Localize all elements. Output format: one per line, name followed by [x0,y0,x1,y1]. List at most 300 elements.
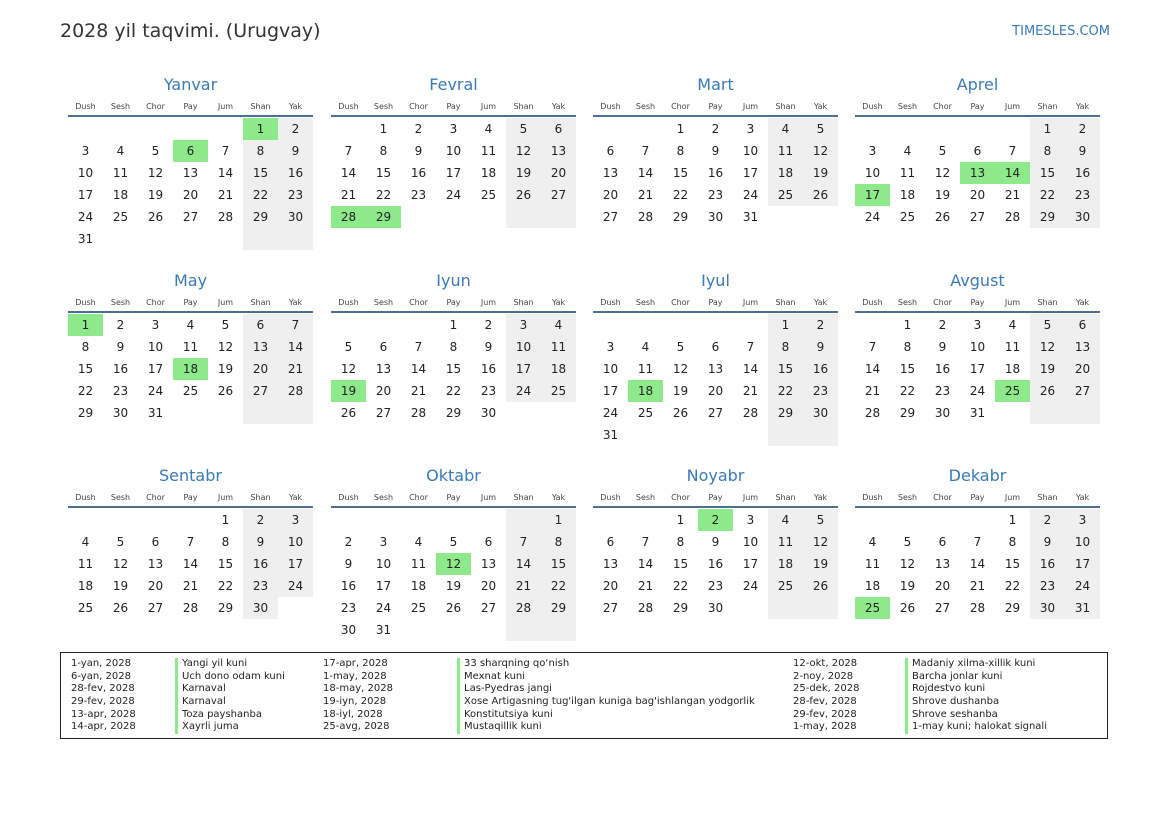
day-cell[interactable]: 20 [541,162,576,184]
day-cell[interactable]: 17 [969,362,986,376]
holiday-day-cell[interactable]: 14 [995,162,1030,184]
day-cell[interactable]: 16 [1030,553,1065,575]
day-cell[interactable]: 28 [637,601,654,615]
day-cell[interactable]: 18 [1004,362,1021,376]
day-cell[interactable]: 21 [410,384,427,398]
day-cell[interactable]: 28 [637,210,654,224]
day-cell[interactable]: 14 [340,166,357,180]
day-cell[interactable]: 16 [243,553,278,575]
day-cell[interactable]: 5 [803,509,838,531]
day-cell[interactable]: 27 [969,210,986,224]
day-cell[interactable]: 16 [934,362,951,376]
day-cell[interactable]: 15 [768,358,803,380]
day-cell[interactable]: 21 [278,358,313,380]
day-cell[interactable]: 26 [445,601,462,615]
day-cell[interactable]: 29 [768,402,803,424]
day-cell[interactable]: 8 [379,144,388,158]
day-cell[interactable]: 27 [934,601,951,615]
day-cell[interactable]: 15 [541,553,576,575]
day-cell[interactable]: 6 [711,340,720,354]
day-cell[interactable]: 15 [243,162,278,184]
day-cell[interactable]: 23 [934,384,951,398]
day-cell[interactable]: 5 [151,144,160,158]
day-cell[interactable]: 2 [1065,118,1100,140]
day-cell[interactable]: 22 [899,384,916,398]
day-cell[interactable]: 15 [375,166,392,180]
day-cell[interactable]: 12 [112,557,129,571]
day-cell[interactable]: 17 [375,579,392,593]
day-cell[interactable]: 18 [768,553,803,575]
day-cell[interactable]: 11 [899,166,916,180]
day-cell[interactable]: 10 [742,535,759,549]
day-cell[interactable]: 13 [934,557,951,571]
day-cell[interactable]: 19 [803,162,838,184]
day-cell[interactable]: 27 [147,601,164,615]
day-cell[interactable]: 5 [449,535,458,549]
holiday-day-cell[interactable]: 1 [243,118,278,140]
day-cell[interactable]: 19 [445,579,462,593]
day-cell[interactable]: 21 [969,579,986,593]
day-cell[interactable]: 23 [410,188,427,202]
day-cell[interactable]: 3 [746,513,755,527]
day-cell[interactable]: 3 [1065,509,1100,531]
day-cell[interactable]: 11 [77,557,94,571]
day-cell[interactable]: 14 [182,557,199,571]
day-cell[interactable]: 23 [1030,575,1065,597]
day-cell[interactable]: 24 [742,579,759,593]
day-cell[interactable]: 30 [243,597,278,619]
day-cell[interactable]: 5 [344,340,353,354]
day-cell[interactable]: 5 [676,340,685,354]
day-cell[interactable]: 24 [506,380,541,402]
day-cell[interactable]: 20 [147,579,164,593]
day-cell[interactable]: 17 [506,358,541,380]
day-cell[interactable]: 22 [217,579,234,593]
day-cell[interactable]: 20 [707,384,724,398]
day-cell[interactable]: 2 [344,535,353,549]
day-cell[interactable]: 7 [868,340,877,354]
day-cell[interactable]: 6 [1065,314,1100,336]
day-cell[interactable]: 14 [637,166,654,180]
day-cell[interactable]: 21 [217,188,234,202]
day-cell[interactable]: 5 [903,535,912,549]
day-cell[interactable]: 4 [81,535,90,549]
day-cell[interactable]: 22 [243,184,278,206]
holiday-day-cell[interactable]: 18 [628,380,663,402]
day-cell[interactable]: 6 [606,144,615,158]
day-cell[interactable]: 25 [410,601,427,615]
day-cell[interactable]: 6 [484,535,493,549]
day-cell[interactable]: 29 [672,210,689,224]
day-cell[interactable]: 17 [147,362,164,376]
day-cell[interactable]: 27 [602,210,619,224]
day-cell[interactable]: 10 [742,144,759,158]
day-cell[interactable]: 16 [340,579,357,593]
day-cell[interactable]: 16 [803,358,838,380]
day-cell[interactable]: 23 [1065,184,1100,206]
day-cell[interactable]: 3 [379,535,388,549]
day-cell[interactable]: 13 [602,557,619,571]
day-cell[interactable]: 9 [938,340,947,354]
day-cell[interactable]: 2 [803,314,838,336]
day-cell[interactable]: 11 [541,336,576,358]
day-cell[interactable]: 6 [541,118,576,140]
day-cell[interactable]: 18 [77,579,94,593]
day-cell[interactable]: 3 [81,144,90,158]
day-cell[interactable]: 26 [672,406,689,420]
day-cell[interactable]: 9 [414,144,423,158]
day-cell[interactable]: 9 [711,144,720,158]
day-cell[interactable]: 1 [379,122,388,136]
day-cell[interactable]: 8 [243,140,278,162]
day-cell[interactable]: 15 [899,362,916,376]
day-cell[interactable]: 13 [182,166,199,180]
day-cell[interactable]: 9 [1030,531,1065,553]
day-cell[interactable]: 18 [480,166,497,180]
day-cell[interactable]: 12 [672,362,689,376]
day-cell[interactable]: 17 [742,166,759,180]
day-cell[interactable]: 12 [340,362,357,376]
day-cell[interactable]: 23 [112,384,129,398]
day-cell[interactable]: 5 [938,144,947,158]
day-cell[interactable]: 5 [116,535,125,549]
day-cell[interactable]: 29 [243,206,278,228]
day-cell[interactable]: 1 [676,122,685,136]
day-cell[interactable]: 16 [410,166,427,180]
day-cell[interactable]: 10 [77,166,94,180]
day-cell[interactable]: 6 [379,340,388,354]
day-cell[interactable]: 23 [243,575,278,597]
day-cell[interactable]: 12 [1030,336,1065,358]
day-cell[interactable]: 25 [182,384,199,398]
day-cell[interactable]: 29 [899,406,916,420]
day-cell[interactable]: 20 [1065,358,1100,380]
day-cell[interactable]: 14 [410,362,427,376]
day-cell[interactable]: 14 [637,557,654,571]
day-cell[interactable]: 17 [445,166,462,180]
day-cell[interactable]: 30 [707,601,724,615]
day-cell[interactable]: 21 [1004,188,1021,202]
day-cell[interactable]: 24 [445,188,462,202]
day-cell[interactable]: 16 [112,362,129,376]
day-cell[interactable]: 5 [1030,314,1065,336]
day-cell[interactable]: 30 [340,623,357,637]
day-cell[interactable]: 28 [410,406,427,420]
day-cell[interactable]: 13 [147,557,164,571]
day-cell[interactable]: 4 [641,340,650,354]
day-cell[interactable]: 5 [803,118,838,140]
day-cell[interactable]: 3 [278,509,313,531]
day-cell[interactable]: 26 [340,406,357,420]
day-cell[interactable]: 15 [77,362,94,376]
day-cell[interactable]: 23 [340,601,357,615]
day-cell[interactable]: 21 [864,384,881,398]
day-cell[interactable]: 15 [445,362,462,376]
day-cell[interactable]: 28 [742,406,759,420]
day-cell[interactable]: 4 [484,122,493,136]
day-cell[interactable]: 17 [278,553,313,575]
day-cell[interactable]: 4 [541,314,576,336]
day-cell[interactable]: 30 [707,210,724,224]
day-cell[interactable]: 18 [541,358,576,380]
holiday-day-cell[interactable]: 17 [855,184,890,206]
day-cell[interactable]: 23 [707,579,724,593]
day-cell[interactable]: 21 [182,579,199,593]
day-cell[interactable]: 22 [768,380,803,402]
day-cell[interactable]: 16 [1065,162,1100,184]
day-cell[interactable]: 12 [506,140,541,162]
holiday-day-cell[interactable]: 19 [331,380,366,402]
day-cell[interactable]: 29 [1030,206,1065,228]
holiday-day-cell[interactable]: 2 [698,509,733,531]
day-cell[interactable]: 7 [1008,144,1017,158]
day-cell[interactable]: 25 [480,188,497,202]
day-cell[interactable]: 11 [182,340,199,354]
day-cell[interactable]: 13 [480,557,497,571]
day-cell[interactable]: 2 [484,318,493,332]
day-cell[interactable]: 5 [506,118,541,140]
day-cell[interactable]: 2 [278,118,313,140]
day-cell[interactable]: 14 [969,557,986,571]
day-cell[interactable]: 21 [637,188,654,202]
day-cell[interactable]: 29 [77,406,94,420]
day-cell[interactable]: 14 [278,336,313,358]
brand-link[interactable]: TIMESLES.COM [1012,24,1110,39]
day-cell[interactable]: 22 [77,384,94,398]
holiday-day-cell[interactable]: 25 [995,380,1030,402]
day-cell[interactable]: 15 [1004,557,1021,571]
day-cell[interactable]: 5 [221,318,230,332]
day-cell[interactable]: 1 [903,318,912,332]
day-cell[interactable]: 12 [934,166,951,180]
day-cell[interactable]: 12 [899,557,916,571]
day-cell[interactable]: 8 [903,340,912,354]
holiday-day-cell[interactable]: 18 [173,358,208,380]
day-cell[interactable]: 24 [77,210,94,224]
holiday-day-cell[interactable]: 13 [960,162,995,184]
day-cell[interactable]: 13 [375,362,392,376]
day-cell[interactable]: 28 [182,601,199,615]
day-cell[interactable]: 10 [278,531,313,553]
day-cell[interactable]: 18 [899,188,916,202]
day-cell[interactable]: 18 [864,579,881,593]
day-cell[interactable]: 25 [77,601,94,615]
day-cell[interactable]: 16 [480,362,497,376]
day-cell[interactable]: 26 [803,575,838,597]
day-cell[interactable]: 7 [344,144,353,158]
day-cell[interactable]: 29 [541,597,576,619]
day-cell[interactable]: 22 [445,384,462,398]
day-cell[interactable]: 9 [803,336,838,358]
day-cell[interactable]: 19 [934,188,951,202]
day-cell[interactable]: 22 [1030,184,1065,206]
day-cell[interactable]: 3 [606,340,615,354]
day-cell[interactable]: 27 [707,406,724,420]
day-cell[interactable]: 1 [676,513,685,527]
day-cell[interactable]: 3 [868,144,877,158]
day-cell[interactable]: 2 [711,122,720,136]
day-cell[interactable]: 19 [217,362,234,376]
day-cell[interactable]: 19 [147,188,164,202]
day-cell[interactable]: 30 [1030,597,1065,619]
day-cell[interactable]: 28 [506,597,541,619]
day-cell[interactable]: 12 [803,531,838,553]
day-cell[interactable]: 18 [410,579,427,593]
day-cell[interactable]: 26 [112,601,129,615]
day-cell[interactable]: 26 [147,210,164,224]
day-cell[interactable]: 7 [641,535,650,549]
day-cell[interactable]: 11 [768,140,803,162]
day-cell[interactable]: 25 [637,406,654,420]
day-cell[interactable]: 20 [602,188,619,202]
day-cell[interactable]: 11 [480,144,497,158]
day-cell[interactable]: 4 [186,318,195,332]
day-cell[interactable]: 8 [676,535,685,549]
day-cell[interactable]: 9 [1065,140,1100,162]
holiday-day-cell[interactable]: 28 [331,206,366,228]
day-cell[interactable]: 7 [221,144,230,158]
day-cell[interactable]: 18 [112,188,129,202]
day-cell[interactable]: 6 [973,144,982,158]
day-cell[interactable]: 25 [899,210,916,224]
day-cell[interactable]: 1 [221,513,230,527]
day-cell[interactable]: 8 [81,340,90,354]
day-cell[interactable]: 4 [768,509,803,531]
day-cell[interactable]: 17 [1065,553,1100,575]
day-cell[interactable]: 16 [707,557,724,571]
day-cell[interactable]: 4 [903,144,912,158]
day-cell[interactable]: 24 [278,575,313,597]
day-cell[interactable]: 11 [1004,340,1021,354]
day-cell[interactable]: 8 [541,531,576,553]
day-cell[interactable]: 16 [278,162,313,184]
day-cell[interactable]: 28 [278,380,313,402]
day-cell[interactable]: 12 [147,166,164,180]
day-cell[interactable]: 8 [768,336,803,358]
day-cell[interactable]: 27 [602,601,619,615]
day-cell[interactable]: 31 [742,210,759,224]
day-cell[interactable]: 28 [1004,210,1021,224]
day-cell[interactable]: 1 [1008,513,1017,527]
day-cell[interactable]: 29 [445,406,462,420]
day-cell[interactable]: 15 [217,557,234,571]
day-cell[interactable]: 11 [768,531,803,553]
day-cell[interactable]: 28 [969,601,986,615]
day-cell[interactable]: 23 [480,384,497,398]
day-cell[interactable]: 25 [768,184,803,206]
day-cell[interactable]: 19 [506,162,541,184]
day-cell[interactable]: 25 [112,210,129,224]
day-cell[interactable]: 2 [116,318,125,332]
day-cell[interactable]: 24 [602,406,619,420]
day-cell[interactable]: 1 [541,509,576,531]
day-cell[interactable]: 20 [969,188,986,202]
day-cell[interactable]: 19 [1030,358,1065,380]
day-cell[interactable]: 27 [375,406,392,420]
day-cell[interactable]: 26 [217,384,234,398]
day-cell[interactable]: 20 [375,384,392,398]
day-cell[interactable]: 31 [147,406,164,420]
day-cell[interactable]: 13 [602,166,619,180]
day-cell[interactable]: 9 [243,531,278,553]
day-cell[interactable]: 4 [1008,318,1017,332]
day-cell[interactable]: 14 [864,362,881,376]
day-cell[interactable]: 30 [934,406,951,420]
day-cell[interactable]: 9 [116,340,125,354]
day-cell[interactable]: 3 [506,314,541,336]
day-cell[interactable]: 21 [506,575,541,597]
day-cell[interactable]: 8 [449,340,458,354]
day-cell[interactable]: 24 [742,188,759,202]
day-cell[interactable]: 20 [602,579,619,593]
day-cell[interactable]: 26 [506,184,541,206]
holiday-day-cell[interactable]: 12 [436,553,471,575]
day-cell[interactable]: 9 [711,535,720,549]
day-cell[interactable]: 6 [606,535,615,549]
day-cell[interactable]: 26 [899,601,916,615]
day-cell[interactable]: 10 [375,557,392,571]
day-cell[interactable]: 4 [414,535,423,549]
day-cell[interactable]: 19 [899,579,916,593]
day-cell[interactable]: 7 [278,314,313,336]
day-cell[interactable]: 22 [541,575,576,597]
day-cell[interactable]: 8 [1008,535,1017,549]
day-cell[interactable]: 17 [742,557,759,571]
day-cell[interactable]: 12 [217,340,234,354]
day-cell[interactable]: 22 [375,188,392,202]
day-cell[interactable]: 24 [969,384,986,398]
day-cell[interactable]: 25 [768,575,803,597]
day-cell[interactable]: 24 [375,601,392,615]
day-cell[interactable]: 30 [278,206,313,228]
day-cell[interactable]: 13 [541,140,576,162]
day-cell[interactable]: 10 [864,166,881,180]
day-cell[interactable]: 27 [1065,380,1100,402]
day-cell[interactable]: 6 [243,314,278,336]
day-cell[interactable]: 8 [1030,140,1065,162]
day-cell[interactable]: 7 [973,535,982,549]
day-cell[interactable]: 28 [217,210,234,224]
day-cell[interactable]: 30 [480,406,497,420]
day-cell[interactable]: 27 [480,601,497,615]
day-cell[interactable]: 31 [77,232,94,246]
day-cell[interactable]: 1 [449,318,458,332]
day-cell[interactable]: 21 [637,579,654,593]
day-cell[interactable]: 11 [637,362,654,376]
day-cell[interactable]: 2 [938,318,947,332]
day-cell[interactable]: 31 [969,406,986,420]
day-cell[interactable]: 14 [217,166,234,180]
day-cell[interactable]: 3 [746,122,755,136]
day-cell[interactable]: 14 [742,362,759,376]
day-cell[interactable]: 6 [151,535,160,549]
day-cell[interactable]: 20 [480,579,497,593]
day-cell[interactable]: 3 [973,318,982,332]
day-cell[interactable]: 10 [506,336,541,358]
day-cell[interactable]: 19 [803,553,838,575]
day-cell[interactable]: 26 [1030,380,1065,402]
day-cell[interactable]: 7 [506,531,541,553]
day-cell[interactable]: 17 [77,188,94,202]
day-cell[interactable]: 15 [672,557,689,571]
day-cell[interactable]: 13 [1065,336,1100,358]
day-cell[interactable]: 13 [707,362,724,376]
day-cell[interactable]: 11 [864,557,881,571]
day-cell[interactable]: 23 [278,184,313,206]
day-cell[interactable]: 21 [340,188,357,202]
day-cell[interactable]: 29 [1004,601,1021,615]
day-cell[interactable]: 4 [116,144,125,158]
